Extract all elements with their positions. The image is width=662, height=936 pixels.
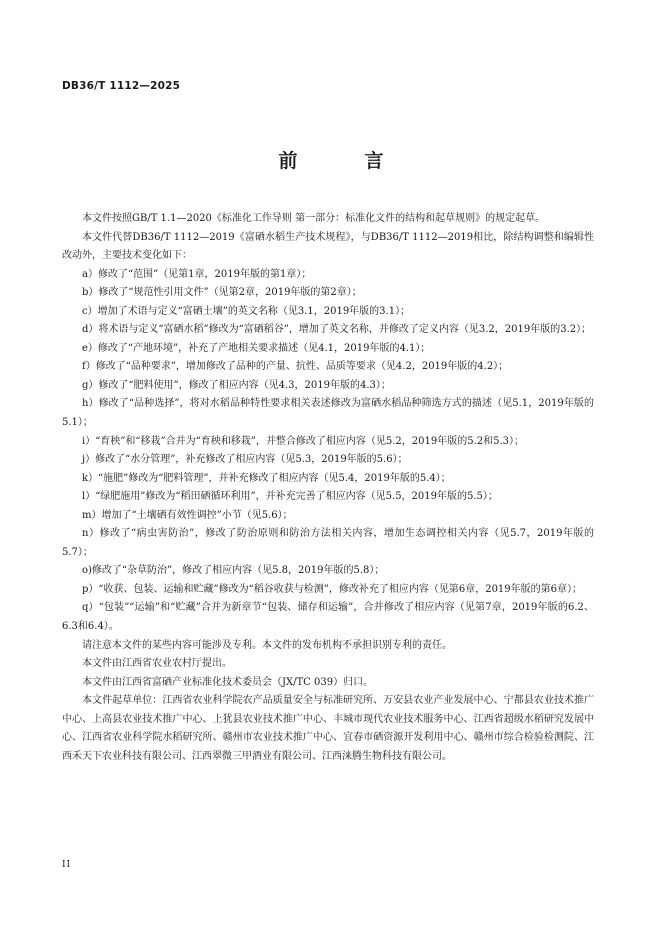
change-item-o: o)修改了“杂草防治”，修改了相应内容（见5.8，2019年版的5.8）； <box>82 565 385 577</box>
patent-notice: 请注意本文件的某些内容可能涉及专利。本文件的发布机构不承担识别专利的责任。 <box>82 639 452 651</box>
proposer-statement: 本文件由江西省农业农村厅提出。 <box>82 658 232 670</box>
change-item-m: m）增加了“土壤硒有效性调控”小节（见5.6）； <box>82 509 293 521</box>
change-item-e: e）修改了“产地环境”，补充了产地相关要求描述（见4.1，2019年版的4.1）； <box>82 342 431 354</box>
change-item-k: k）“施肥”修改为“肥料管理”，并补充修改了相应内容（见5.4，2019年版的5.4）； <box>82 472 451 484</box>
change-item-d: d）将术语与定义“富硒水稻”修改为“富硒稻谷”，增加了英文名称，并修改了定义内容（见3.2，2019年版的3.2）； <box>82 324 592 336</box>
change-item-i: i）“育秧”和“移栽”合并为“育秧和移栽”，并整合修改了相应内容（见5.2，2019年版的5.2和5.3）； <box>82 435 525 447</box>
document-id: DB36/T 1112—2025 <box>62 80 181 92</box>
drafting-units: 本文件起草单位：江西省农业科学院农产品质量安全与标准研究所、万安县农业产业发展中心、宁都县农业技术推广中心、上高县农业技术推广中心、上犹县农业技术推广中心、丰城市现代农业技术服务中心、江西省超级水稻研究发展中心、江西省农业科学院水稻研究所、赣州市农业技术推广中心、宜春市硒资源开发利用中心、赣州市综合检验检测院、江西禾天下农业科技有限公司、江西翠微三甲酒业有限公司、江西涞腾生物科技有限公司。 <box>62 695 594 762</box>
change-item-c: c）增加了术语与定义“富硒土壤”的英文名称（见3.1，2019年版的3.1）； <box>82 305 411 317</box>
change-item-l: l）“绿肥施用”修改为“稻田硒循环利用”，并补充完善了相应内容（见5.5，2019年版的5.5）； <box>82 491 498 503</box>
change-item-q: q）“包装”“运输”和“贮藏”合并为新章节“包装、储存和运输”，合并修改了相应内容（见第7章，2019年版的6.2、6.3和6.4）。 <box>62 602 594 633</box>
change-item-h: h）修改了“品种选择”，将对水稻品种特性要求相关表述修改为富硒水稻品种筛选方式的描述（见5.1，2019年版的5.1）； <box>62 398 594 429</box>
change-item-f: f）修改了“品种要求”，增加修改了品种的产量、抗性、品质等要求（见4.2，2019年版的4.2）； <box>82 361 509 373</box>
committee-statement: 本文件由江西省富硒产业标准化技术委员会（JX/TC 039）归口。 <box>82 676 374 688</box>
page-title: 前 言 <box>278 150 408 172</box>
change-item-b: b）修改了“规范性引用文件”（见第2章，2019年版的第2章）； <box>82 287 362 299</box>
change-item-a: a）修改了“范围”（见第1章，2019年版的第1章）； <box>82 268 312 280</box>
foreword-body <box>62 210 594 766</box>
page-number: II <box>62 860 72 870</box>
change-item-p: p）“收获、包装、运输和贮藏”修改为“稻谷收获与检测”，修改补充了相应内容（见第6章，2019年版的第6章）； <box>82 583 583 595</box>
change-item-j: j）修改了“水分管理”，补充修改了相应内容（见5.3，2019年版的5.6）； <box>82 454 408 466</box>
change-item-n: n）修改了“病虫害防治”，修改了防治原则和防治方法相关内容，增加生态调控相关内容（见5.7，2019年版的5.7）； <box>62 528 594 558</box>
paragraph: 本文件按照GB/T 1.1—2020《标准化工作导则 第一部分：标准化文件的结构和起草规则》的规定起草。 <box>82 213 546 224</box>
change-item-g: g）修改了“肥料使用”，修改了相应内容（见4.3，2019年版的4.3）； <box>82 379 391 391</box>
paragraph: 本文件代替DB36/T 1112—2019《富硒水稻生产技术规程》，与DB36/T 1112—2019相比，除结构调整和编辑性改动外，主要技术变化如下： <box>62 231 594 262</box>
